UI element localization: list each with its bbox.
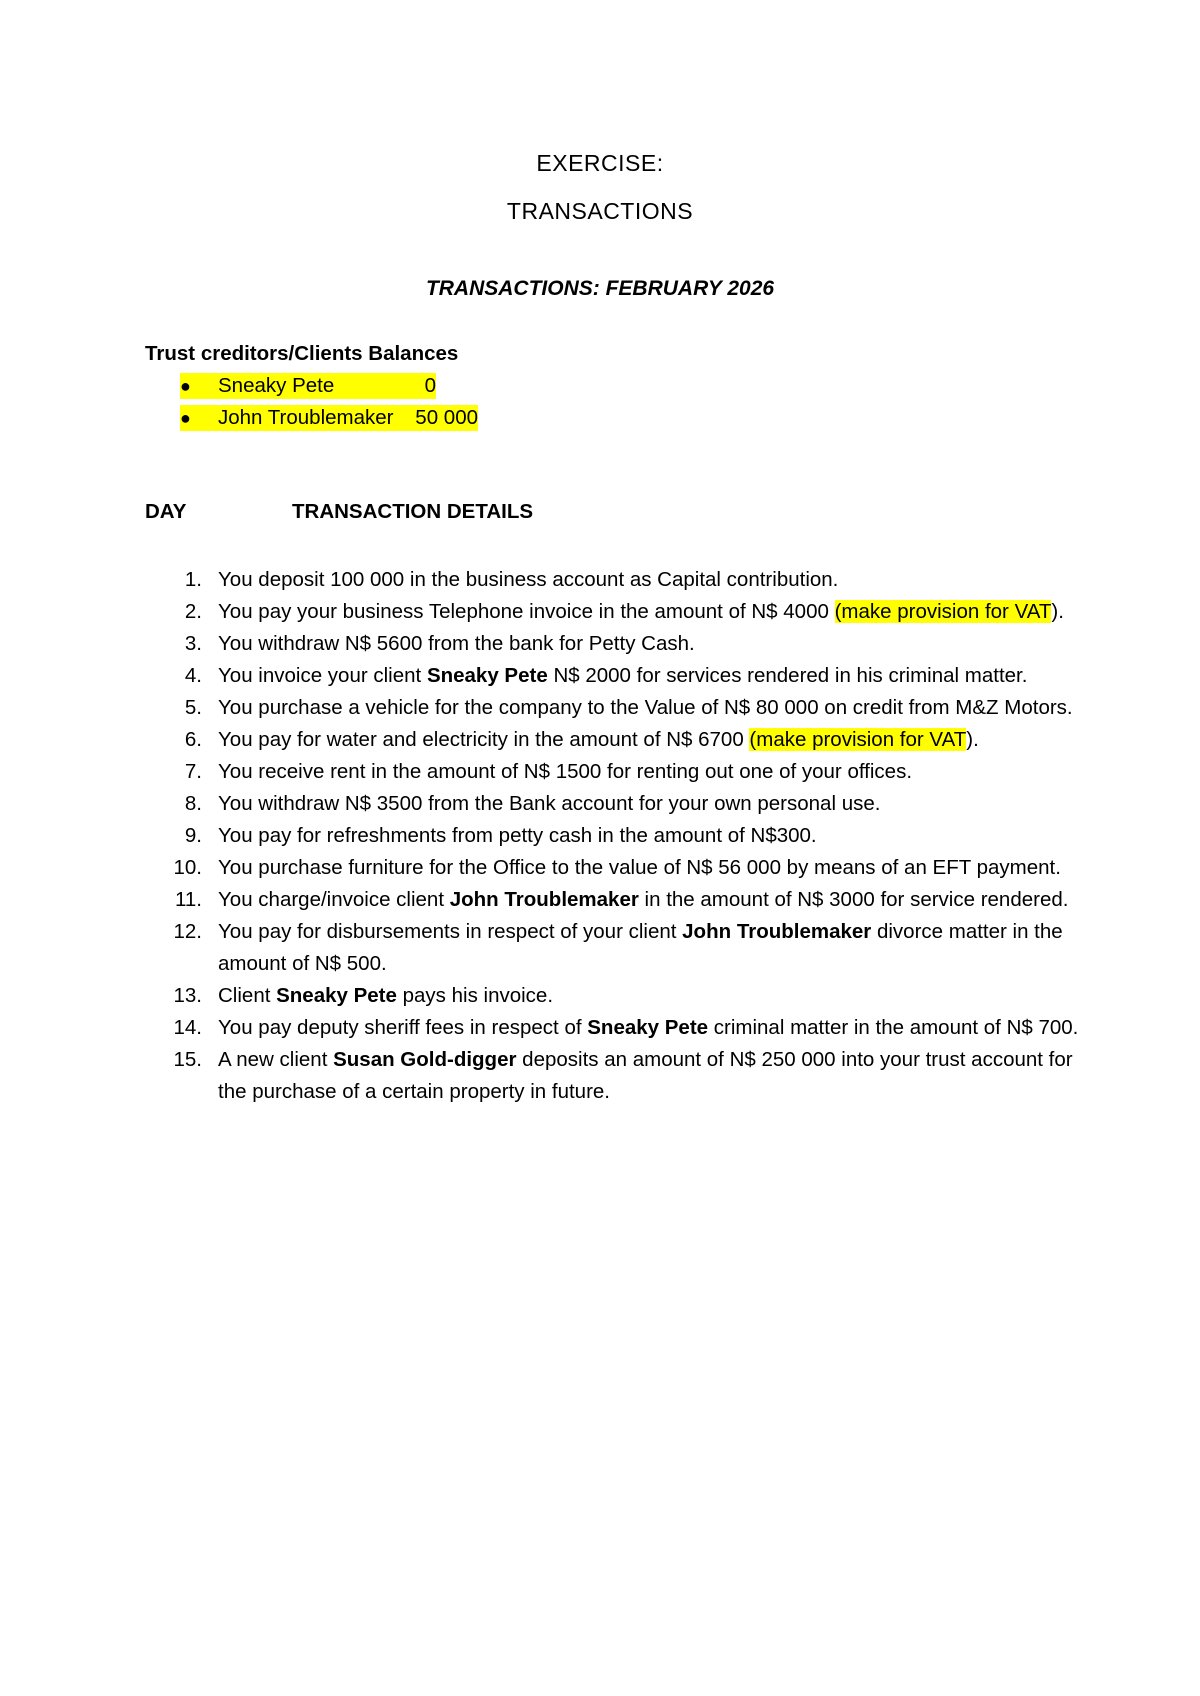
transaction-text: A new client [218, 1048, 334, 1071]
transaction-text: You pay for refreshments from petty cash in the amount of N$300. [218, 824, 817, 847]
transaction-text: N$ 2000 for services rendered in his criminal matter. [547, 664, 1028, 687]
transaction-item [173, 1012, 1080, 1044]
transaction-item [180, 756, 1080, 788]
transaction-item [180, 596, 1080, 628]
transaction-item [173, 916, 1080, 980]
period-subtitle: TRANSACTIONS: FEBRUARY 2026 [425, 277, 775, 300]
exercise-title: EXERCISE: [536, 150, 664, 176]
transaction-item [180, 820, 1080, 852]
transaction-item [173, 852, 1080, 884]
transaction-number: 13. [173, 984, 202, 1007]
transaction-text: You withdraw N$ 5600 from the bank for Petty Cash. [218, 632, 695, 655]
bullet-icon: ● [180, 407, 191, 428]
transaction-text: You pay deputy sheriff fees in respect of [218, 1016, 588, 1039]
transaction-number: 10. [173, 856, 202, 879]
transaction-text: Client [218, 984, 277, 1007]
transaction-number: 7. [184, 760, 202, 783]
transactions-title: TRANSACTIONS [506, 198, 694, 224]
transaction-number: 4. [184, 664, 202, 687]
transaction-text: You pay your business Telephone invoice in the amount of N$ 4000 [218, 600, 835, 623]
client-name: Susan Gold-digger [333, 1048, 517, 1071]
transaction-text: pays his invoice. [396, 984, 554, 1007]
client-name: Sneaky Pete [587, 1016, 709, 1039]
balances-list [180, 370, 478, 434]
bullet-icon: ● [180, 375, 191, 396]
transaction-item [180, 692, 1080, 724]
details-column-heading: TRANSACTION DETAILS [292, 500, 534, 523]
day-column-heading: DAY [145, 500, 187, 523]
transaction-number: 8. [184, 792, 202, 815]
transaction-item [180, 788, 1080, 820]
client-name: John Troublemaker [449, 888, 639, 911]
transaction-number: 1. [184, 568, 202, 591]
transaction-item [180, 628, 1080, 660]
transaction-item [180, 564, 1080, 596]
balances-heading: Trust creditors/Clients Balances [145, 342, 459, 365]
client-name: John Troublemaker [682, 920, 872, 943]
transaction-number: 6. [184, 728, 202, 751]
transaction-text: You deposit 100 000 in the business account as Capital contribution. [218, 568, 839, 591]
transaction-text: You pay for water and electricity in the amount of N$ 6700 [218, 728, 750, 751]
transaction-text: You purchase a vehicle for the company to the Value of N$ 80 000 on credit from M&Z Motors. [218, 696, 1073, 719]
transaction-text: in the amount of N$ 3000 for service rendered. [638, 888, 1069, 911]
balance-client-name: John Troublemaker [218, 406, 394, 429]
balance-client-name: Sneaky Pete [218, 374, 335, 397]
balance-highlight [180, 373, 436, 399]
transaction-text: deposits an amount of N$ 250 000 into your trust account for the purchase of a certain property in future. [218, 1048, 1073, 1103]
transactions-list [173, 564, 1080, 1108]
transaction-text: You purchase furniture for the Office to the value of N$ 56 000 by means of an EFT payment. [218, 856, 1061, 879]
vat-note-highlight: (make provision for VAT [834, 600, 1052, 623]
transaction-item [175, 884, 1080, 916]
balance-item [180, 370, 478, 402]
transaction-text: You receive rent in the amount of N$ 1500 for renting out one of your offices. [218, 760, 913, 783]
transaction-number: 12. [173, 920, 202, 943]
transaction-number: 2. [184, 600, 202, 623]
transaction-text: You pay for disbursements in respect of your client [218, 920, 683, 943]
transaction-text: You withdraw N$ 3500 from the Bank account for your own personal use. [218, 792, 881, 815]
transaction-text: You invoice your client [218, 664, 427, 687]
transaction-item [173, 1044, 1080, 1108]
transaction-number: 9. [184, 824, 202, 847]
balance-amount: 0 [424, 374, 436, 397]
transaction-text: You charge/invoice client [218, 888, 450, 911]
transaction-number: 5. [184, 696, 202, 719]
balance-amount: 50 000 [415, 406, 478, 429]
balance-highlight [180, 405, 478, 431]
transaction-text: divorce matter in the amount of N$ 500. [218, 920, 1063, 975]
transaction-item [180, 660, 1080, 692]
transaction-text: criminal matter in the amount of N$ 700. [708, 1016, 1079, 1039]
client-name: Sneaky Pete [426, 664, 548, 687]
client-name: Sneaky Pete [276, 984, 397, 1007]
transaction-number: 14. [173, 1016, 202, 1039]
transaction-text: ). [966, 728, 979, 751]
vat-note-highlight: (make provision for VAT [749, 728, 967, 751]
transaction-item [180, 724, 1080, 756]
balance-item [180, 402, 478, 434]
transaction-text: ). [1051, 600, 1064, 623]
transaction-number: 15. [173, 1048, 202, 1071]
transaction-number: 3. [184, 632, 202, 655]
transaction-item [173, 980, 1080, 1012]
transaction-number: 11. [175, 888, 202, 911]
